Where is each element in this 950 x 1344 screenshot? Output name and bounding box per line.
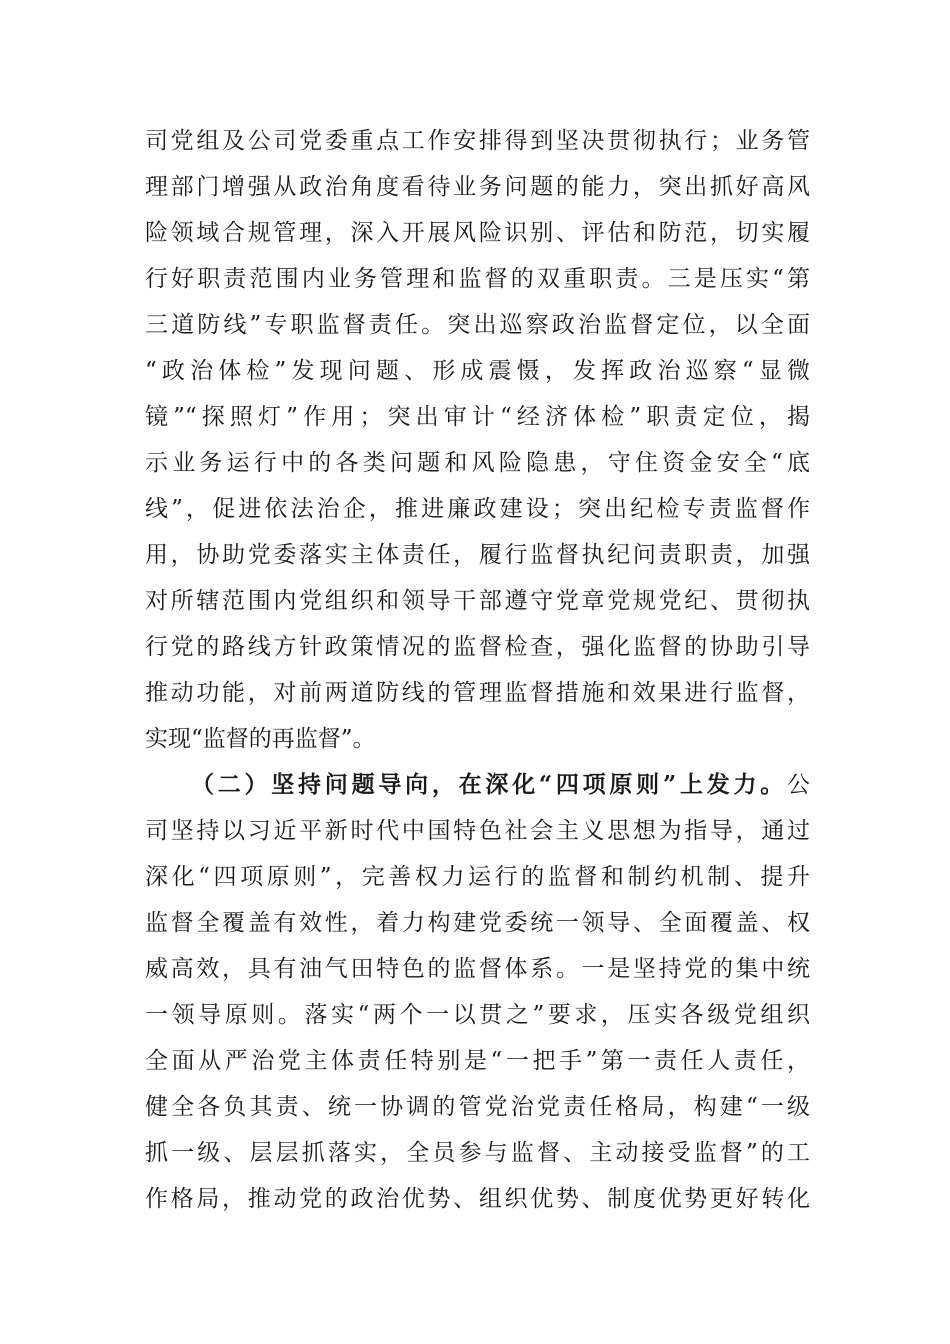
- text-line: 对所辖范围内党组织和领导干部遵守党章党规党纪、贯彻执: [145, 588, 810, 614]
- text-line: 一领导原则。落实“两个一以贯之”要求，压实各级党组织: [145, 1002, 810, 1028]
- text-line: 实现“监督的再监督”。: [145, 726, 376, 752]
- text-line: 抓一级、层层抓落实，全员参与监督、主动接受监督”的工: [145, 1140, 810, 1166]
- text-line: 用，协助党委落实主体责任，履行监督执纪问责职责，加强: [145, 542, 810, 568]
- text-line: 行党的路线方针政策情况的监督检查，强化监督的协助引导: [145, 634, 810, 660]
- text-line: 深化“四项原则”，完善权力运行的监督和制约机制、提升: [145, 864, 810, 890]
- body-text: [145, 118, 810, 1222]
- text-line: 全面从严治党主体责任特别是“一把手”第一责任人责任，: [145, 1048, 810, 1074]
- text-line: 三道防线”专职监督责任。突出巡察政治监督定位，以全面: [145, 312, 810, 338]
- text-line: 司坚持以习近平新时代中国特色社会主义思想为指导，通过: [145, 818, 810, 844]
- text-line: 线”，促进依法治企，推进廉政建设；突出纪检专责监督作: [145, 496, 810, 522]
- text-fragment: 公: [787, 772, 810, 798]
- text-line: 威高效，具有油气田特色的监督体系。一是坚持党的集中统: [145, 956, 810, 982]
- text-line: “政治体检”发现问题、形成震慑，发挥政治巡察“显微: [145, 358, 810, 384]
- text-line: 险领域合规管理，深入开展风险识别、评估和防范，切实履: [145, 220, 810, 246]
- text-line: 示业务运行中的各类问题和风险隐患，守住资金安全“底: [145, 450, 810, 476]
- text-line: 推动功能，对前两道防线的管理监督措施和效果进行监督，: [145, 680, 810, 706]
- text-line: 健全各负其责、统一协调的管党治党责任格局，构建“一级: [145, 1094, 810, 1120]
- text-line: 行好职责范围内业务管理和监督的双重职责。三是压实“第: [145, 266, 810, 292]
- text-line: 作格局，推动党的政治优势、组织优势、制度优势更好转化: [145, 1186, 810, 1212]
- text-line: 监督全覆盖有效性，着力构建党委统一领导、全面覆盖、权: [145, 910, 810, 936]
- text-line: 镜”“探照灯”作用；突出审计“经济体检”职责定位，揭: [145, 404, 810, 430]
- section-heading-line: [145, 762, 810, 808]
- text-line: 理部门增强从政治角度看待业务问题的能力，突出抓好高风: [145, 174, 810, 200]
- section-heading: （二）坚持问题导向，在深化“四项原则”上发力。: [191, 771, 787, 798]
- text-line: 司党组及公司党委重点工作安排得到坚决贯彻执行；业务管: [145, 128, 810, 154]
